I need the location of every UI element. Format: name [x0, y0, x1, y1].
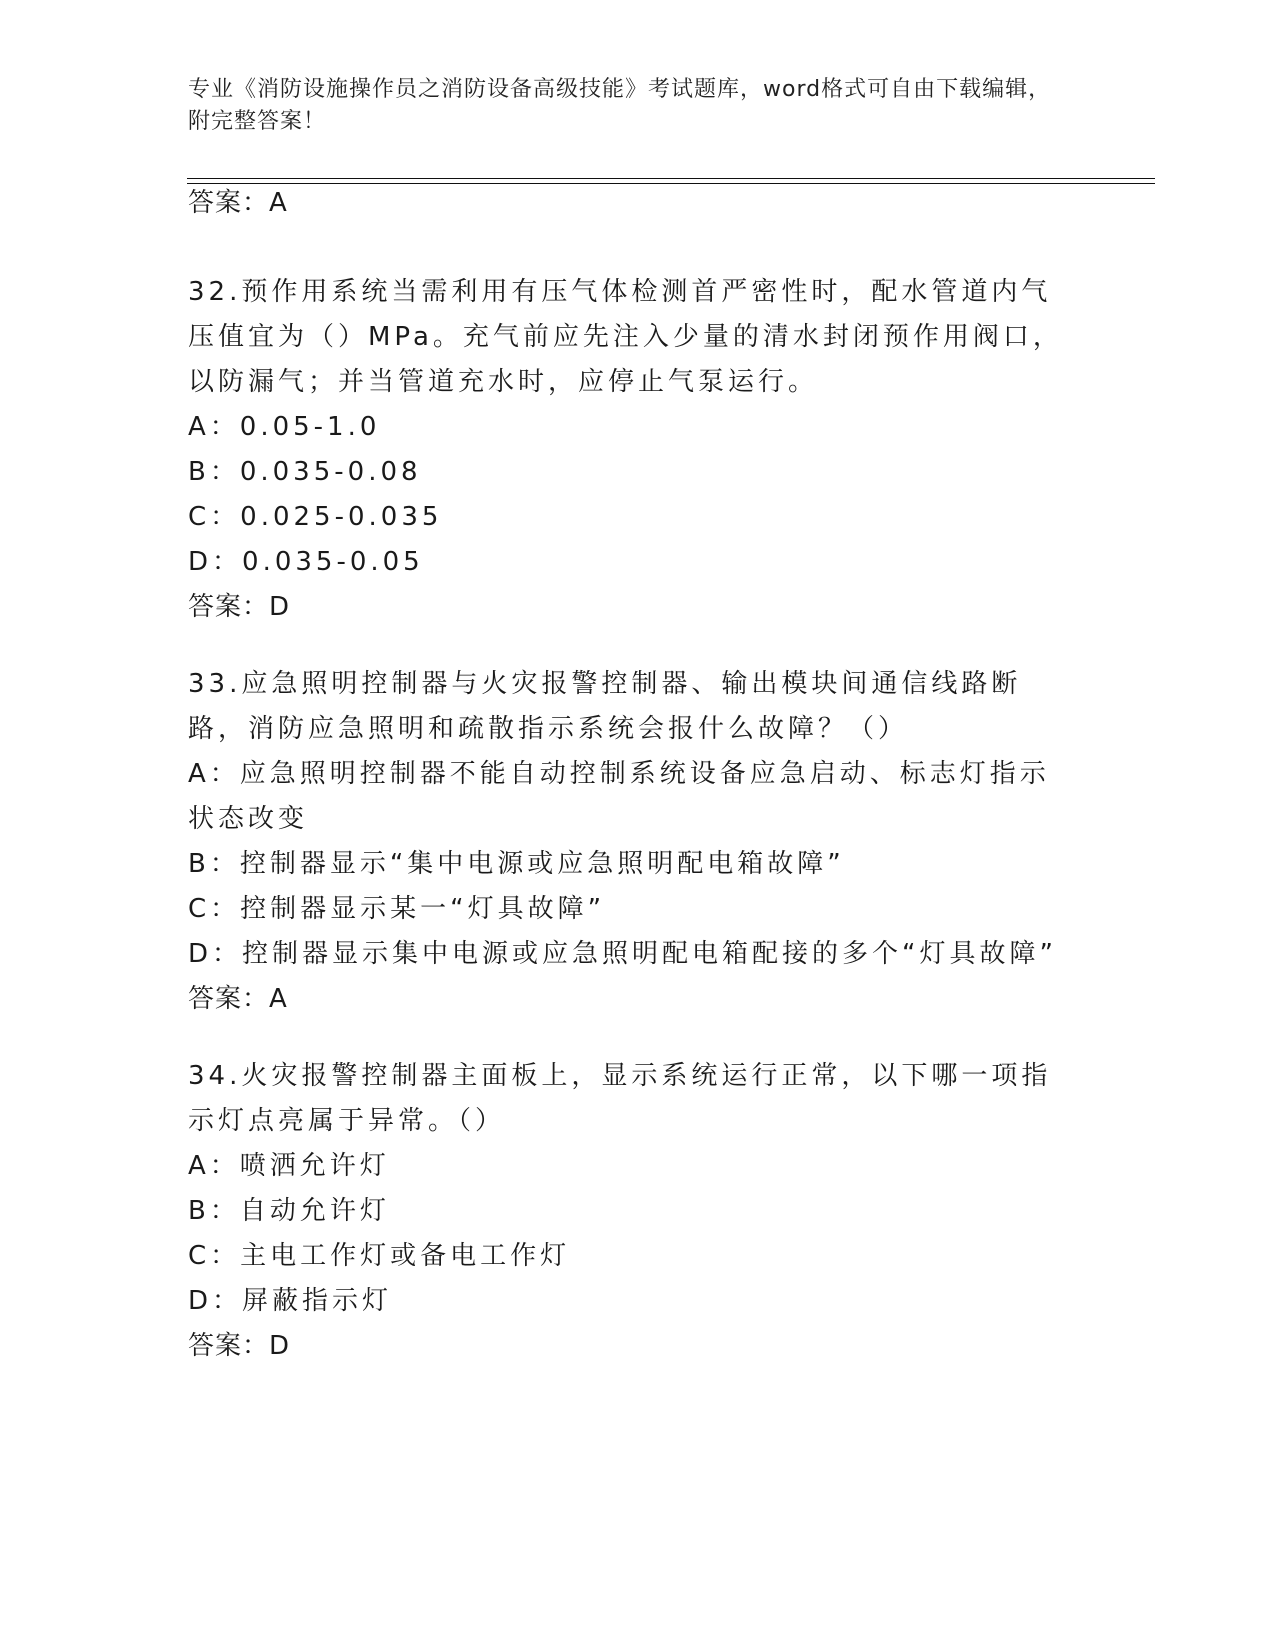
option-a: A：喷洒允许灯	[188, 1151, 390, 1181]
option-b: B：自动允许灯	[188, 1196, 390, 1226]
option-c: C：0.025-0.035	[188, 502, 443, 532]
option-a: A：应急照明控制器不能自动控制系统设备应急启动、标志灯指示状态改变	[188, 759, 1050, 834]
previous-answer: 答案：A	[188, 188, 288, 218]
question-stem: 33.应急照明控制器与火灾报警控制器、输出模块间通信线路断路，消防应急照明和疏散指示系统会报什么故障？（）	[188, 669, 1022, 744]
option-c: C：控制器显示某一“灯具故障”	[188, 894, 606, 924]
question-33	[188, 662, 1078, 1022]
question-stem: 32.预作用系统当需利用有压气体检测首严密性时，配水管道内气压值宜为（）MPa。充气前应先注入少量的清水封闭预作用阀口，以防漏气；并当管道充水时，应停止气泵运行。	[188, 277, 1063, 397]
option-a: A：0.05-1.0	[188, 412, 381, 442]
question-answer: 答案：D	[188, 1331, 291, 1361]
header-rule-thin	[187, 183, 1155, 184]
document-header: 专业《消防设施操作员之消防设备高级技能》考试题库，word格式可自由下载编辑，附完整答案！	[188, 77, 1052, 134]
question-32	[188, 270, 1078, 630]
question-answer: 答案：A	[188, 984, 288, 1014]
question-answer: 答案：D	[188, 592, 291, 622]
question-34	[188, 1054, 1078, 1369]
option-d: D：屏蔽指示灯	[188, 1286, 393, 1316]
option-d: D：控制器显示集中电源或应急照明配电箱配接的多个“灯具故障”	[188, 939, 1057, 969]
header-rule-thick	[187, 178, 1155, 179]
option-b: B：控制器显示“集中电源或应急照明配电箱故障”	[188, 849, 845, 879]
option-d: D：0.035-0.05	[188, 547, 424, 577]
option-c: C：主电工作灯或备电工作灯	[188, 1241, 571, 1271]
option-b: B：0.035-0.08	[188, 457, 422, 487]
question-stem: 34.火灾报警控制器主面板上，显示系统运行正常，以下哪一项指示灯点亮属于异常。（）	[188, 1061, 1052, 1136]
